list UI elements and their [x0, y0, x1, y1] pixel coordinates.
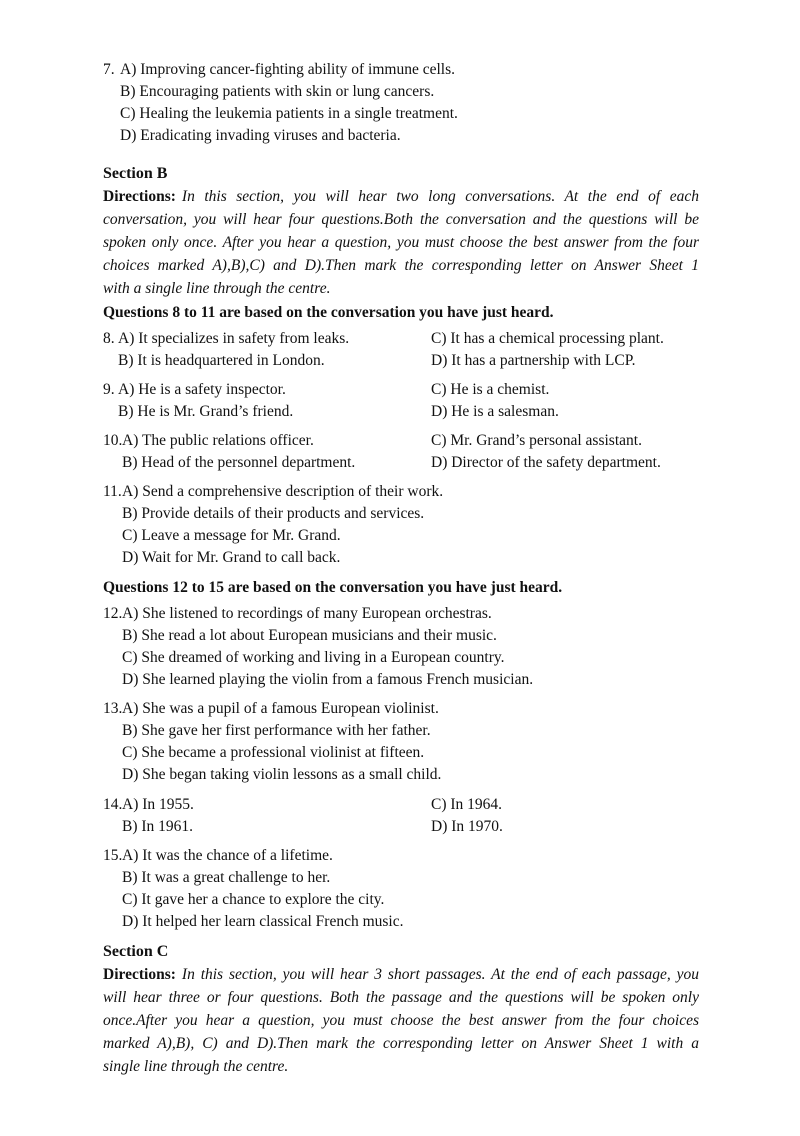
option-a: A) Send a comprehensive description of their work.	[122, 483, 444, 500]
option-c: C) Mr. Grand’s personal assistant.	[431, 432, 642, 449]
directions-line: with a single line through the centre.	[103, 280, 331, 297]
directions-line: conversation, you will hear four questions.Both the conversation and the questions will be	[103, 211, 699, 228]
option-d: D) Eradicating invading viruses and bacteria.	[120, 127, 401, 144]
option-b: B) He is Mr. Grand’s friend.	[118, 403, 294, 420]
question-number: 7.	[103, 61, 115, 78]
option-a: A) Improving cancer-fighting ability of immune cells.	[120, 61, 455, 78]
option-a: A) She listened to recordings of many European orchestras.	[122, 605, 492, 622]
directions-line: will hear three or four questions. Both the passage and the questions will be spoken only	[103, 989, 699, 1006]
section-b-title: Section B	[103, 165, 168, 182]
option-b: B) In 1961.	[122, 818, 194, 835]
option-b: B) She read a lot about European musicians and their music.	[122, 627, 497, 644]
question-number: 9.	[103, 381, 115, 398]
directions-line: single line through the centre.	[103, 1058, 289, 1075]
question-number: 14.	[103, 796, 123, 813]
option-b: B) Head of the personnel department.	[122, 454, 356, 471]
question-number: 12.	[103, 605, 123, 622]
option-d: D) She began taking violin lessons as a small child.	[122, 766, 442, 783]
question-number: 8.	[103, 330, 115, 347]
option-d: D) In 1970.	[431, 818, 503, 835]
option-a: A) He is a safety inspector.	[118, 381, 286, 398]
option-c: C) Leave a message for Mr. Grand.	[122, 527, 341, 544]
option-d: D) Wait for Mr. Grand to call back.	[122, 549, 341, 566]
option-d: D) Director of the safety department.	[431, 454, 661, 471]
option-c: C) It has a chemical processing plant.	[431, 330, 664, 347]
option-d: D) It has a partnership with LCP.	[431, 352, 636, 369]
directions-line: In this section, you will hear 3 short passages. At the end of each passage, you	[181, 966, 699, 983]
question-number: 10.	[103, 432, 123, 449]
directions-line: spoken only once. After you hear a question, you must choose the best answer from the four	[103, 234, 699, 251]
option-b: B) Encouraging patients with skin or lung cancers.	[120, 83, 435, 100]
directions-line: choices marked A),B),C) and D).Then mark the corresponding letter on Answer Sheet 1	[103, 257, 699, 274]
option-d: D) He is a salesman.	[431, 403, 559, 420]
option-c: C) She dreamed of working and living in a European country.	[122, 649, 505, 666]
option-d: D) It helped her learn classical French music.	[122, 913, 404, 930]
directions-line: once.After you hear a question, you must choose the best answer from the four choices	[103, 1012, 699, 1029]
option-b: B) It is headquartered in London.	[118, 352, 325, 369]
option-b: B) She gave her first performance with her father.	[122, 722, 431, 739]
option-a: A) She was a pupil of a famous European violinist.	[122, 700, 439, 717]
directions-line: In this section, you will hear two long conversations. At the end of each	[181, 188, 699, 205]
option-a: A) The public relations officer.	[122, 432, 314, 449]
question-number: 11.	[103, 483, 122, 500]
directions-label: Directions:	[103, 966, 176, 983]
option-c: C) Healing the leukemia patients in a single treatment.	[120, 105, 458, 122]
question-number: 15.	[103, 847, 123, 864]
directions-label: Directions:	[103, 188, 176, 205]
option-b: B) It was a great challenge to her.	[122, 869, 331, 886]
question-number: 13.	[103, 700, 123, 717]
option-c: C) She became a professional violinist at fifteen.	[122, 744, 425, 761]
option-b: B) Provide details of their products and services.	[122, 505, 425, 522]
section-c-title: Section C	[103, 943, 169, 960]
option-c: C) In 1964.	[431, 796, 503, 813]
option-d: D) She learned playing the violin from a famous French musician.	[122, 671, 534, 688]
option-a: A) It was the chance of a lifetime.	[122, 847, 333, 864]
group-2-heading: Questions 12 to 15 are based on the conversation you have just heard.	[103, 579, 563, 596]
directions-line: marked A),B), C) and D).Then mark the corresponding letter on Answer Sheet 1 with a	[103, 1035, 699, 1052]
group-1-heading: Questions 8 to 11 are based on the conversation you have just heard.	[103, 304, 554, 321]
option-a: A) In 1955.	[122, 796, 194, 813]
option-c: C) It gave her a chance to explore the city.	[122, 891, 385, 908]
option-a: A) It specializes in safety from leaks.	[118, 330, 350, 347]
option-c: C) He is a chemist.	[431, 381, 550, 398]
